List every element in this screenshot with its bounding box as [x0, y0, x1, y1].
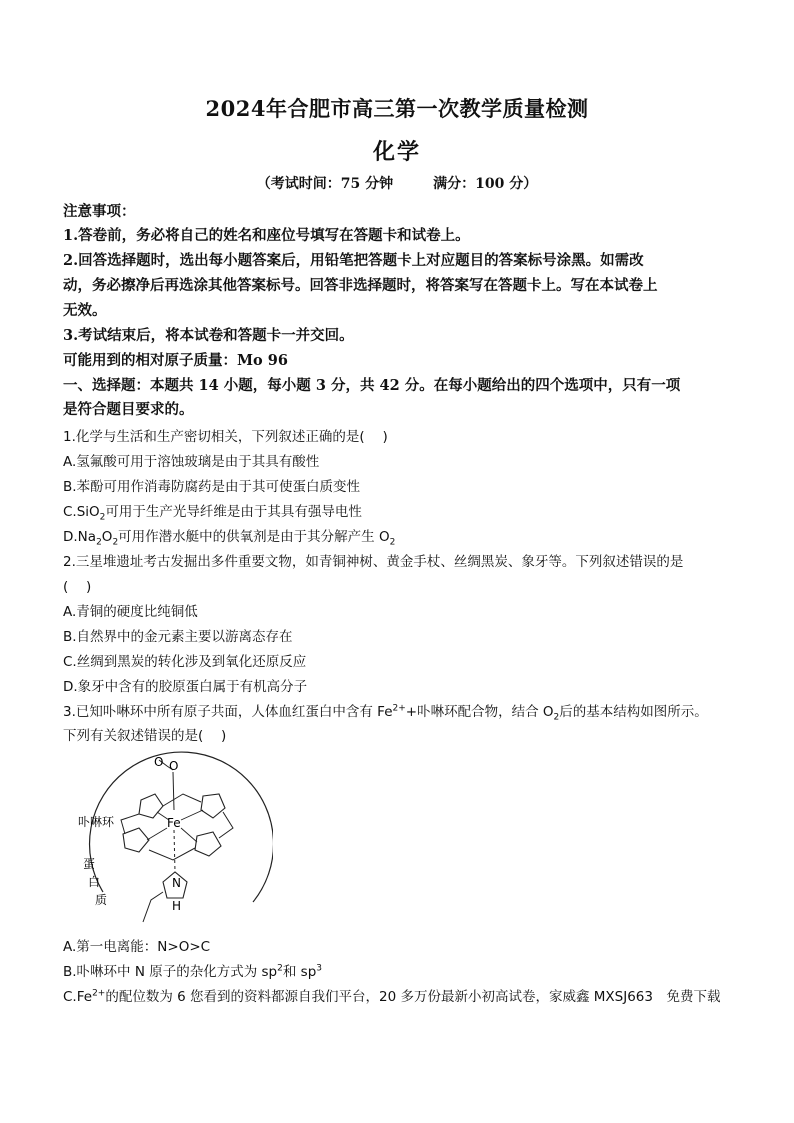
q3-option-c	[63, 985, 743, 1005]
q2-stem: 2.三星堆遗址考古发掘出多件重要文物，如青铜神树、黄金手杖、丝绸黑炭、象牙等。下列叙述错误的是	[63, 554, 684, 570]
q1-option-d	[63, 525, 743, 548]
q1-option-b: B.苯酚可用作消毒防腐药是由于其可使蛋白质变性	[63, 479, 361, 495]
note-2-line-1: 2.回答选择题时，选出每小题答案后，用铅笔把答题卡上对应题目的答案标号涂黑。如需改	[63, 252, 644, 269]
time-info: （考试时间：75 分钟	[256, 176, 394, 192]
atomic-mass-note: 可能用到的相对原子质量：Mo 96	[63, 352, 288, 369]
q3-stem-post: 后的基本结构如图所示。	[559, 704, 708, 720]
n-fe-bond-4	[181, 828, 197, 842]
n-fe-bond-3	[147, 828, 167, 840]
note-2-line-2: 动，务必擦净后再选涂其他答案标号。回答非选择题时，将答案写在答题卡上。写在本试卷上	[63, 277, 658, 294]
methine-bridge-bottom	[149, 848, 195, 860]
pyrrole-ring-2	[201, 794, 225, 818]
q3-c-post: 的配位数为 6 您看到的资料都源自我们平台，20 多万份最新小初高试卷，家威鑫 MXSJ663 免费下载	[105, 989, 721, 1005]
q3-c-sup: 2+	[92, 988, 106, 999]
heme-structure-svg	[63, 742, 273, 927]
fe-histidine-bond	[174, 830, 175, 872]
exam-title: 2024年合肥市高三第一次教学质量检测	[205, 96, 589, 121]
q3-stem-line-2: 下列有关叙述错误的是( )	[63, 728, 227, 744]
q3-option-a: A.第一电离能：N>O>C	[63, 939, 211, 955]
q1-d-mid: O	[101, 529, 113, 545]
note-1: 1.答卷前，务必将自己的姓名和座位号填写在答题卡和试卷上。	[63, 227, 470, 244]
q3-stem-line-1	[63, 700, 743, 723]
pyrrole-ring-4	[195, 832, 221, 856]
score-info: 满分：100 分）	[433, 176, 538, 192]
q1-stem: 1.化学与生活和生产密切相关，下列叙述正确的是( )	[63, 429, 388, 445]
section-header-line-2: 是符合题目要求的。	[63, 401, 194, 418]
q2-bracket: ( )	[63, 579, 92, 595]
methine-bridge-top	[163, 794, 201, 806]
pyrrole-ring-1	[139, 794, 163, 818]
imidazole-n-label: N	[172, 876, 181, 890]
q3-c-pre: C.Fe	[63, 989, 93, 1005]
q1-c-post: 可用于生产光导纤维是由于其具有强导电性	[105, 504, 362, 520]
q3-b-sup2: 3	[316, 963, 323, 974]
q3-b-mid: 和 sp	[282, 964, 317, 980]
q3-stem-pre: 3.已知卟啉环中所有原子共面，人体血红蛋白中含有 Fe	[63, 704, 393, 720]
q1-d-pre: D.Na	[63, 529, 97, 545]
q3-option-b	[63, 960, 743, 980]
q2-option-d: D.象牙中含有的胶原蛋白属于有机高分子	[63, 679, 308, 695]
section-header-line-1: 一、选择题：本题共 14 小题，每小题 3 分，共 42 分。在每小题给出的四个选项中，只有一项	[63, 377, 681, 394]
q3-b-sup1: 2	[277, 963, 283, 974]
notes-heading: 注意事项：	[63, 203, 136, 220]
q1-c-sub: 2	[99, 512, 106, 523]
q1-option-c	[63, 500, 743, 523]
protein-label-1: 蛋	[83, 857, 96, 871]
q1-d-post: 可用作潜水艇中的供氧剂是由于其分解产生 O	[118, 529, 390, 545]
q1-d-sub1: 2	[96, 537, 102, 548]
q3-stem-mid: +卟啉环配合物，结合 O	[405, 704, 554, 720]
protein-label-2: 白	[88, 875, 101, 889]
protein-outline-arc	[90, 752, 273, 902]
note-2-line-3: 无效。	[63, 302, 107, 319]
q3-stem-sub: 2	[553, 712, 560, 723]
fe-label: Fe	[167, 816, 181, 830]
heme-structure-figure	[63, 742, 273, 927]
q1-d-sub2: 2	[112, 537, 119, 548]
q1-d-sub3: 2	[389, 537, 396, 548]
pyrrole-ring-3	[123, 828, 149, 852]
o-atom-label-2: O	[169, 759, 179, 773]
q3-b-pre: B.卟啉环中 N 原子的杂化方式为 sp	[63, 964, 278, 980]
q1-option-a: A.氢氟酸可用于溶蚀玻璃是由于其具有酸性	[63, 454, 320, 470]
q2-option-a: A.青铜的硬度比纯铜低	[63, 604, 198, 620]
q3-stem-sup: 2+	[392, 703, 406, 714]
note-3: 3.考试结束后，将本试卷和答题卡一并交回。	[63, 327, 354, 344]
n-fe-bond-2	[181, 810, 203, 820]
imidazole-h-label: H	[172, 899, 182, 913]
o-atom-label-1: O	[154, 755, 164, 769]
q2-option-b: B.自然界中的金元素主要以游离态存在	[63, 629, 293, 645]
exam-time-score	[0, 173, 794, 193]
porphyrin-ring-label: 卟啉环	[78, 815, 115, 829]
q1-c-pre: C.SiO	[63, 504, 100, 520]
histidine-chain	[143, 892, 163, 922]
protein-label-3: 质	[95, 893, 108, 907]
q2-option-c: C.丝绸到黑炭的转化涉及到氧化还原反应	[63, 654, 307, 670]
subject-title: 化学	[372, 139, 421, 165]
methine-bridge-right	[219, 812, 233, 838]
o-fe-bond	[173, 772, 174, 810]
